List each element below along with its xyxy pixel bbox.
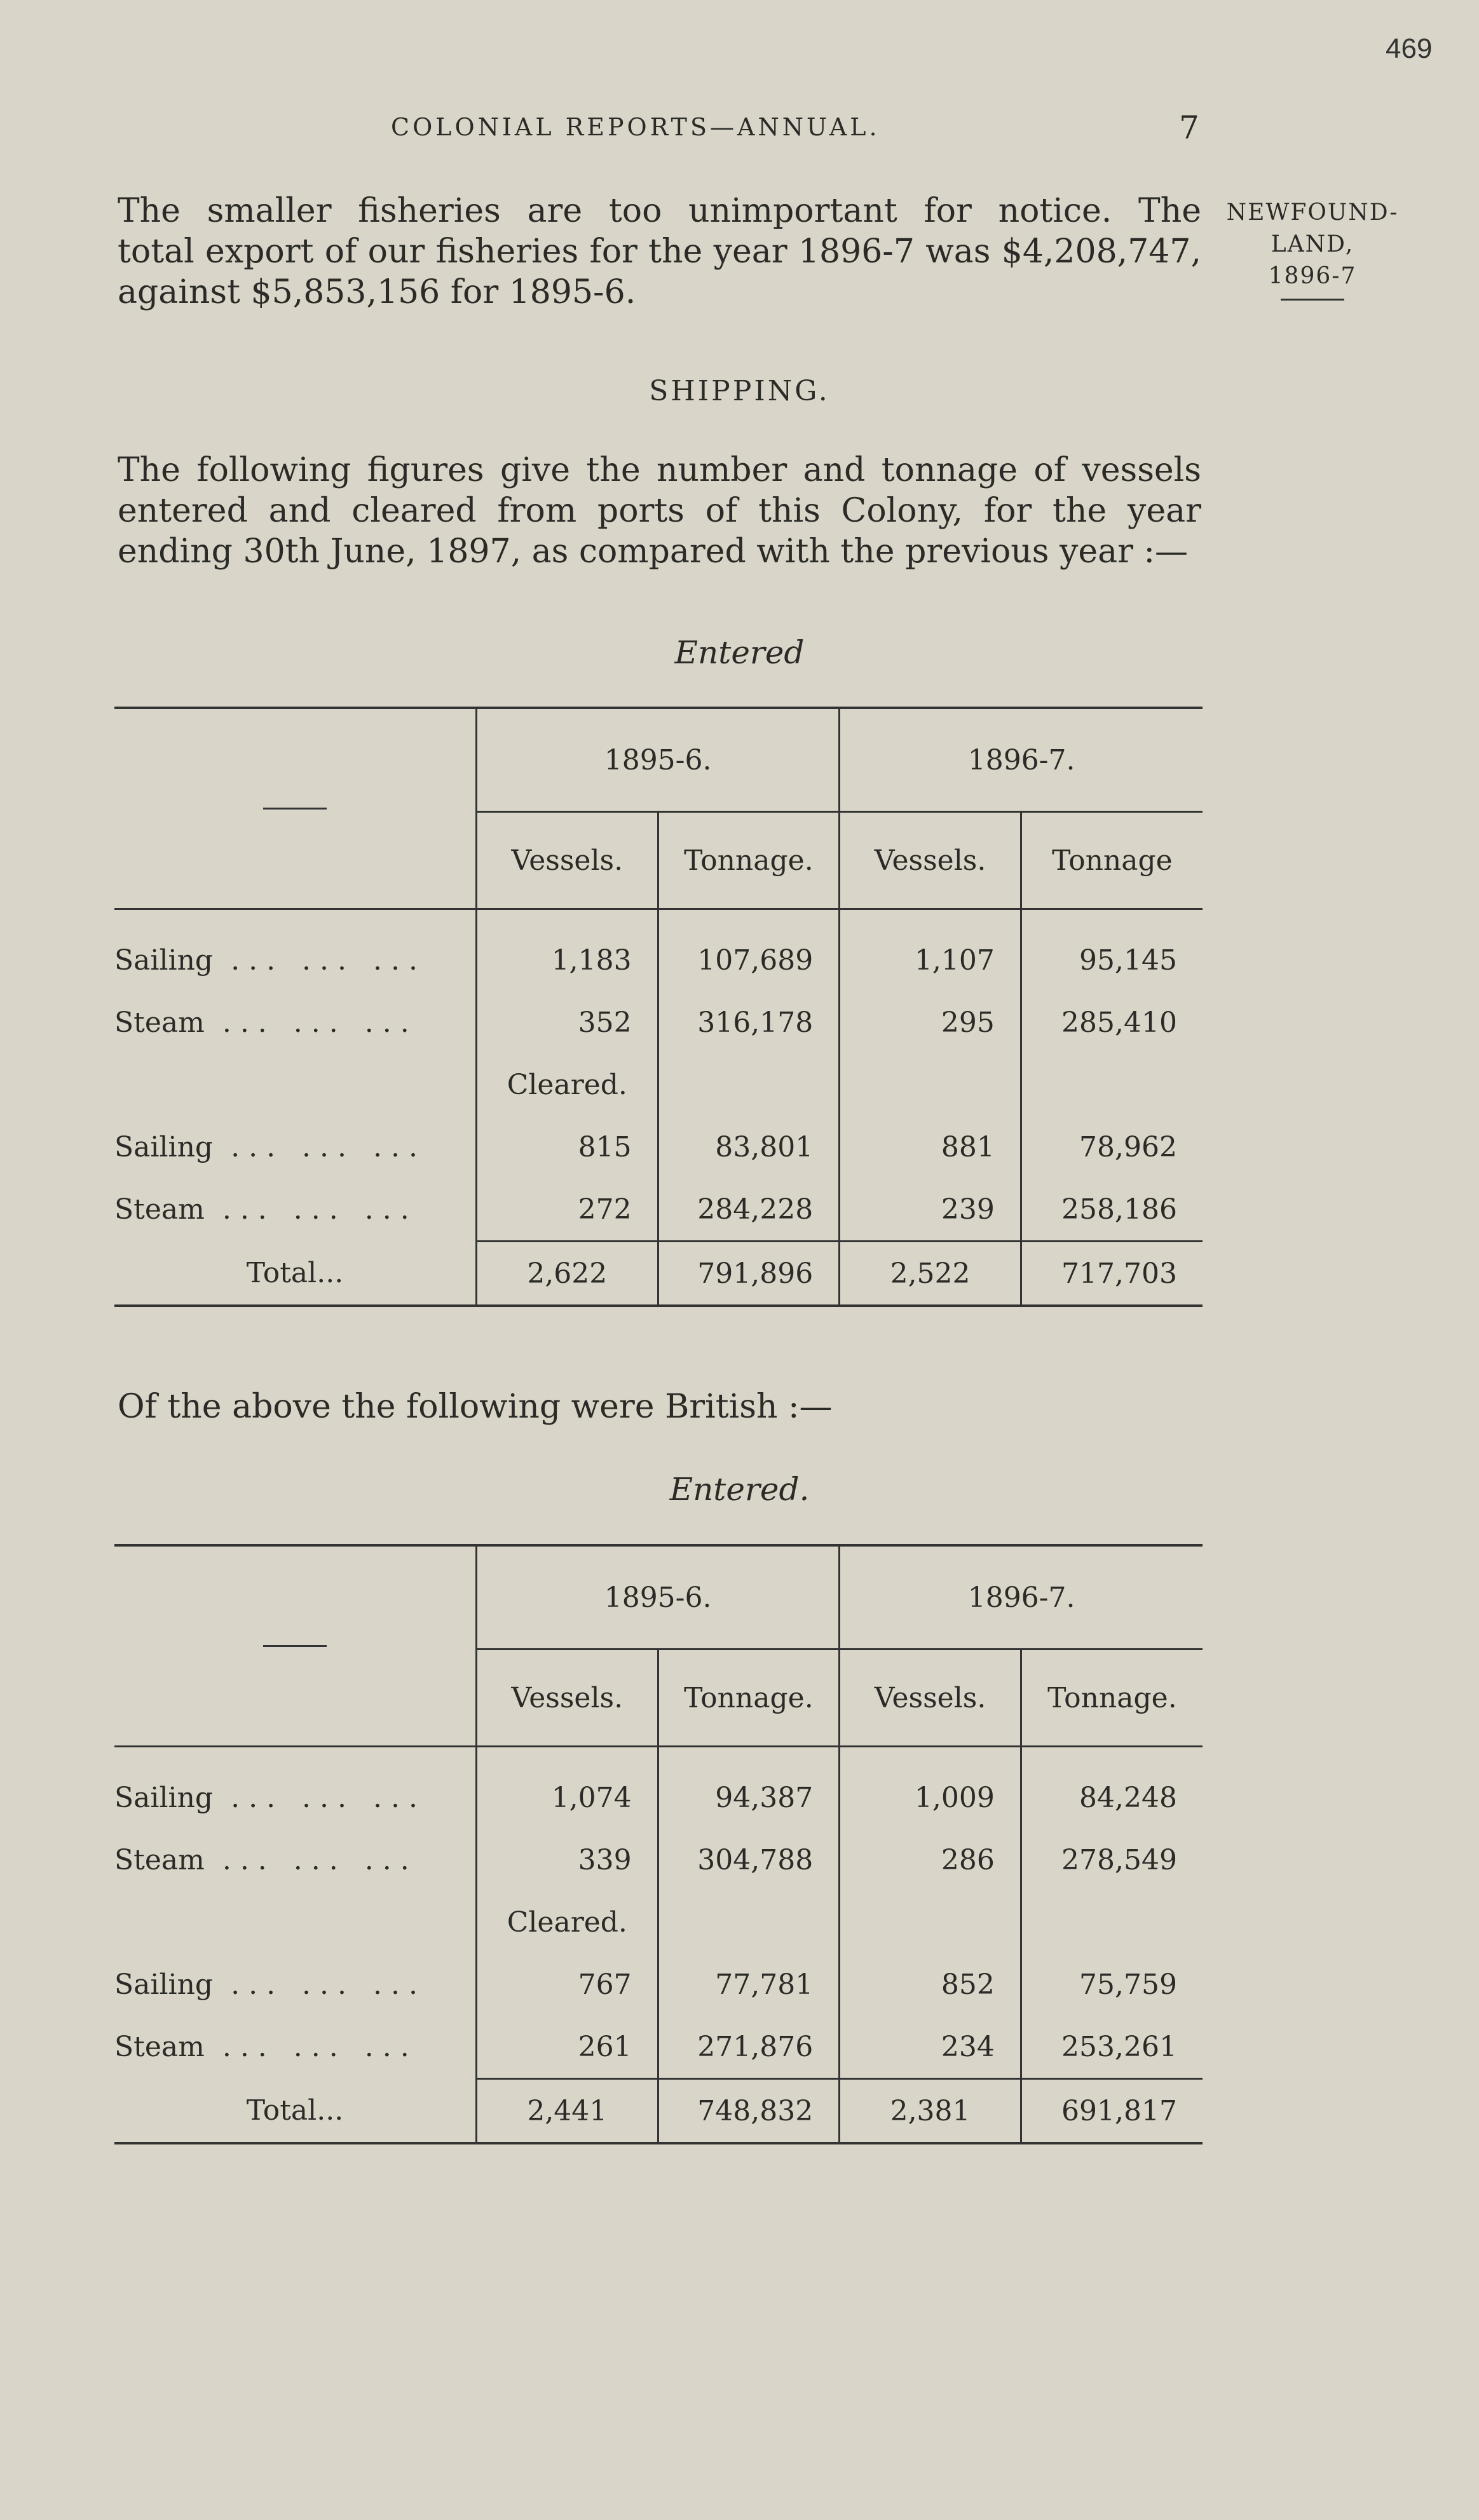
page-number: 469	[1386, 33, 1433, 64]
table-cell: 78,962	[1021, 1116, 1203, 1178]
running-head-page-number: 7	[1179, 109, 1199, 146]
table2-caption: Entered.	[669, 1471, 810, 1508]
cleared-label: Cleared.	[477, 1053, 658, 1116]
year-header: 1895-6.	[477, 1545, 840, 1650]
table-cell: 2,622	[477, 1242, 658, 1306]
table-cell: 272	[477, 1178, 658, 1242]
fisheries-paragraph	[118, 191, 1201, 313]
table-row	[114, 1053, 1203, 1116]
table-cell: 2,381	[840, 2079, 1021, 2144]
paragraph-line: The following figures give the number and tonnage of vessels	[118, 451, 1201, 489]
table-cell: 261	[477, 2015, 658, 2079]
table-cell: 767	[477, 1953, 658, 2015]
margin-note-line: NEWFOUND-	[1226, 200, 1399, 226]
paragraph-line: The smaller fisheries are too unimportant for notice. The	[118, 192, 1201, 230]
dash-mark	[263, 1645, 327, 1647]
row-label: Steam ... ... ...	[114, 1843, 418, 1876]
table-row	[114, 1953, 1203, 2015]
table-cell: 285,410	[1021, 991, 1203, 1053]
total-row	[114, 1242, 1203, 1306]
table-cell: 748,832	[658, 2079, 840, 2144]
table-cell: 339	[477, 1829, 658, 1891]
shipping-table-all	[114, 707, 1203, 1307]
row-label: Steam ... ... ...	[114, 1006, 418, 1039]
paragraph-line: Of the above the following were British :—	[118, 1388, 833, 1426]
table-cell: 352	[477, 991, 658, 1053]
table-cell: 852	[840, 1953, 1021, 2015]
year-header: 1896-7.	[840, 708, 1203, 812]
column-header: Tonnage.	[658, 812, 840, 909]
row-label: Steam ... ... ...	[114, 2031, 418, 2064]
year-header: 1896-7.	[840, 1545, 1203, 1650]
table-cell: 83,801	[658, 1116, 840, 1178]
table-cell: 1,107	[840, 909, 1021, 992]
table-cell: 1,009	[840, 1747, 1021, 1829]
section-heading-shipping: SHIPPING.	[649, 375, 830, 407]
shipping-table-british	[114, 1544, 1203, 2144]
column-header: Vessels.	[477, 1650, 658, 1747]
table-cell: 791,896	[658, 1242, 840, 1306]
table-cell: 304,788	[658, 1829, 840, 1891]
table-cell: 286	[840, 1829, 1021, 1891]
paragraph-line: entered and cleared from ports of this Colony, for the year	[118, 492, 1201, 530]
dash-mark	[263, 808, 327, 810]
shipping-paragraph	[118, 450, 1201, 572]
column-header: Tonnage.	[1021, 1650, 1203, 1747]
british-paragraph	[118, 1386, 1201, 1427]
table-cell: 691,817	[1021, 2079, 1203, 2144]
table-row	[114, 1116, 1203, 1178]
row-label: Sailing ... ... ...	[114, 944, 426, 977]
table-cell: 1,074	[477, 1747, 658, 1829]
table-cell: 295	[840, 991, 1021, 1053]
table-cell: 278,549	[1021, 1829, 1203, 1891]
table-cell: 815	[477, 1116, 658, 1178]
row-label: Sailing ... ... ...	[114, 1130, 426, 1163]
column-header: Tonnage.	[658, 1650, 840, 1747]
blank-header-cell	[114, 1545, 477, 1747]
row-label: Total...	[114, 1242, 477, 1306]
table-cell: 253,261	[1021, 2015, 1203, 2079]
row-label: Sailing ... ... ...	[114, 1968, 426, 2001]
table-cell: 316,178	[658, 991, 840, 1053]
table-cell: 2,441	[477, 2079, 658, 2144]
cleared-label: Cleared.	[477, 1891, 658, 1953]
total-row	[114, 2079, 1203, 2144]
table-cell: 1,183	[477, 909, 658, 992]
column-header: Tonnage	[1021, 812, 1203, 909]
row-label: Sailing ... ... ...	[114, 1781, 426, 1814]
column-header: Vessels.	[477, 812, 658, 909]
table-cell: 95,145	[1021, 909, 1203, 992]
table-cell: 94,387	[658, 1747, 840, 1829]
table-row	[114, 1829, 1203, 1891]
row-label: Total...	[114, 2079, 477, 2144]
table-cell: 258,186	[1021, 1178, 1203, 1242]
table-row	[114, 1178, 1203, 1242]
table1-caption: Entered	[674, 634, 805, 671]
paragraph-line: against $5,853,156 for 1895-6.	[118, 273, 636, 311]
paragraph-line: ending 30th June, 1897, as compared with the previous year :—	[118, 532, 1189, 571]
paragraph-line: total export of our fisheries for the year 1896-7 was $4,208,747,	[118, 233, 1201, 271]
running-head: COLONIAL REPORTS—ANNUAL.	[391, 113, 880, 141]
table-row	[114, 991, 1203, 1053]
table-row	[114, 1747, 1203, 1829]
table-cell: 717,703	[1021, 1242, 1203, 1306]
table-row	[114, 1891, 1203, 1953]
table-cell: 107,689	[658, 909, 840, 992]
table-row	[114, 2015, 1203, 2079]
table-cell: 234	[840, 2015, 1021, 2079]
blank-header-cell	[114, 708, 477, 909]
table-cell: 75,759	[1021, 1953, 1203, 2015]
table-cell: 284,228	[658, 1178, 840, 1242]
margin-note-rule	[1281, 299, 1344, 301]
year-header: 1895-6.	[477, 708, 840, 812]
column-header: Vessels.	[840, 812, 1021, 909]
column-header: Vessels.	[840, 1650, 1021, 1747]
table-cell: 239	[840, 1178, 1021, 1242]
table-cell: 881	[840, 1116, 1021, 1178]
table-cell: 77,781	[658, 1953, 840, 2015]
table-cell: 84,248	[1021, 1747, 1203, 1829]
table-cell: 2,522	[840, 1242, 1021, 1306]
margin-note-line: LAND,	[1271, 231, 1354, 257]
margin-note	[1217, 197, 1408, 301]
row-label: Steam ... ... ...	[114, 1193, 418, 1226]
table-cell: 271,876	[658, 2015, 840, 2079]
margin-note-line: 1896-7	[1268, 263, 1357, 289]
table-row	[114, 909, 1203, 992]
